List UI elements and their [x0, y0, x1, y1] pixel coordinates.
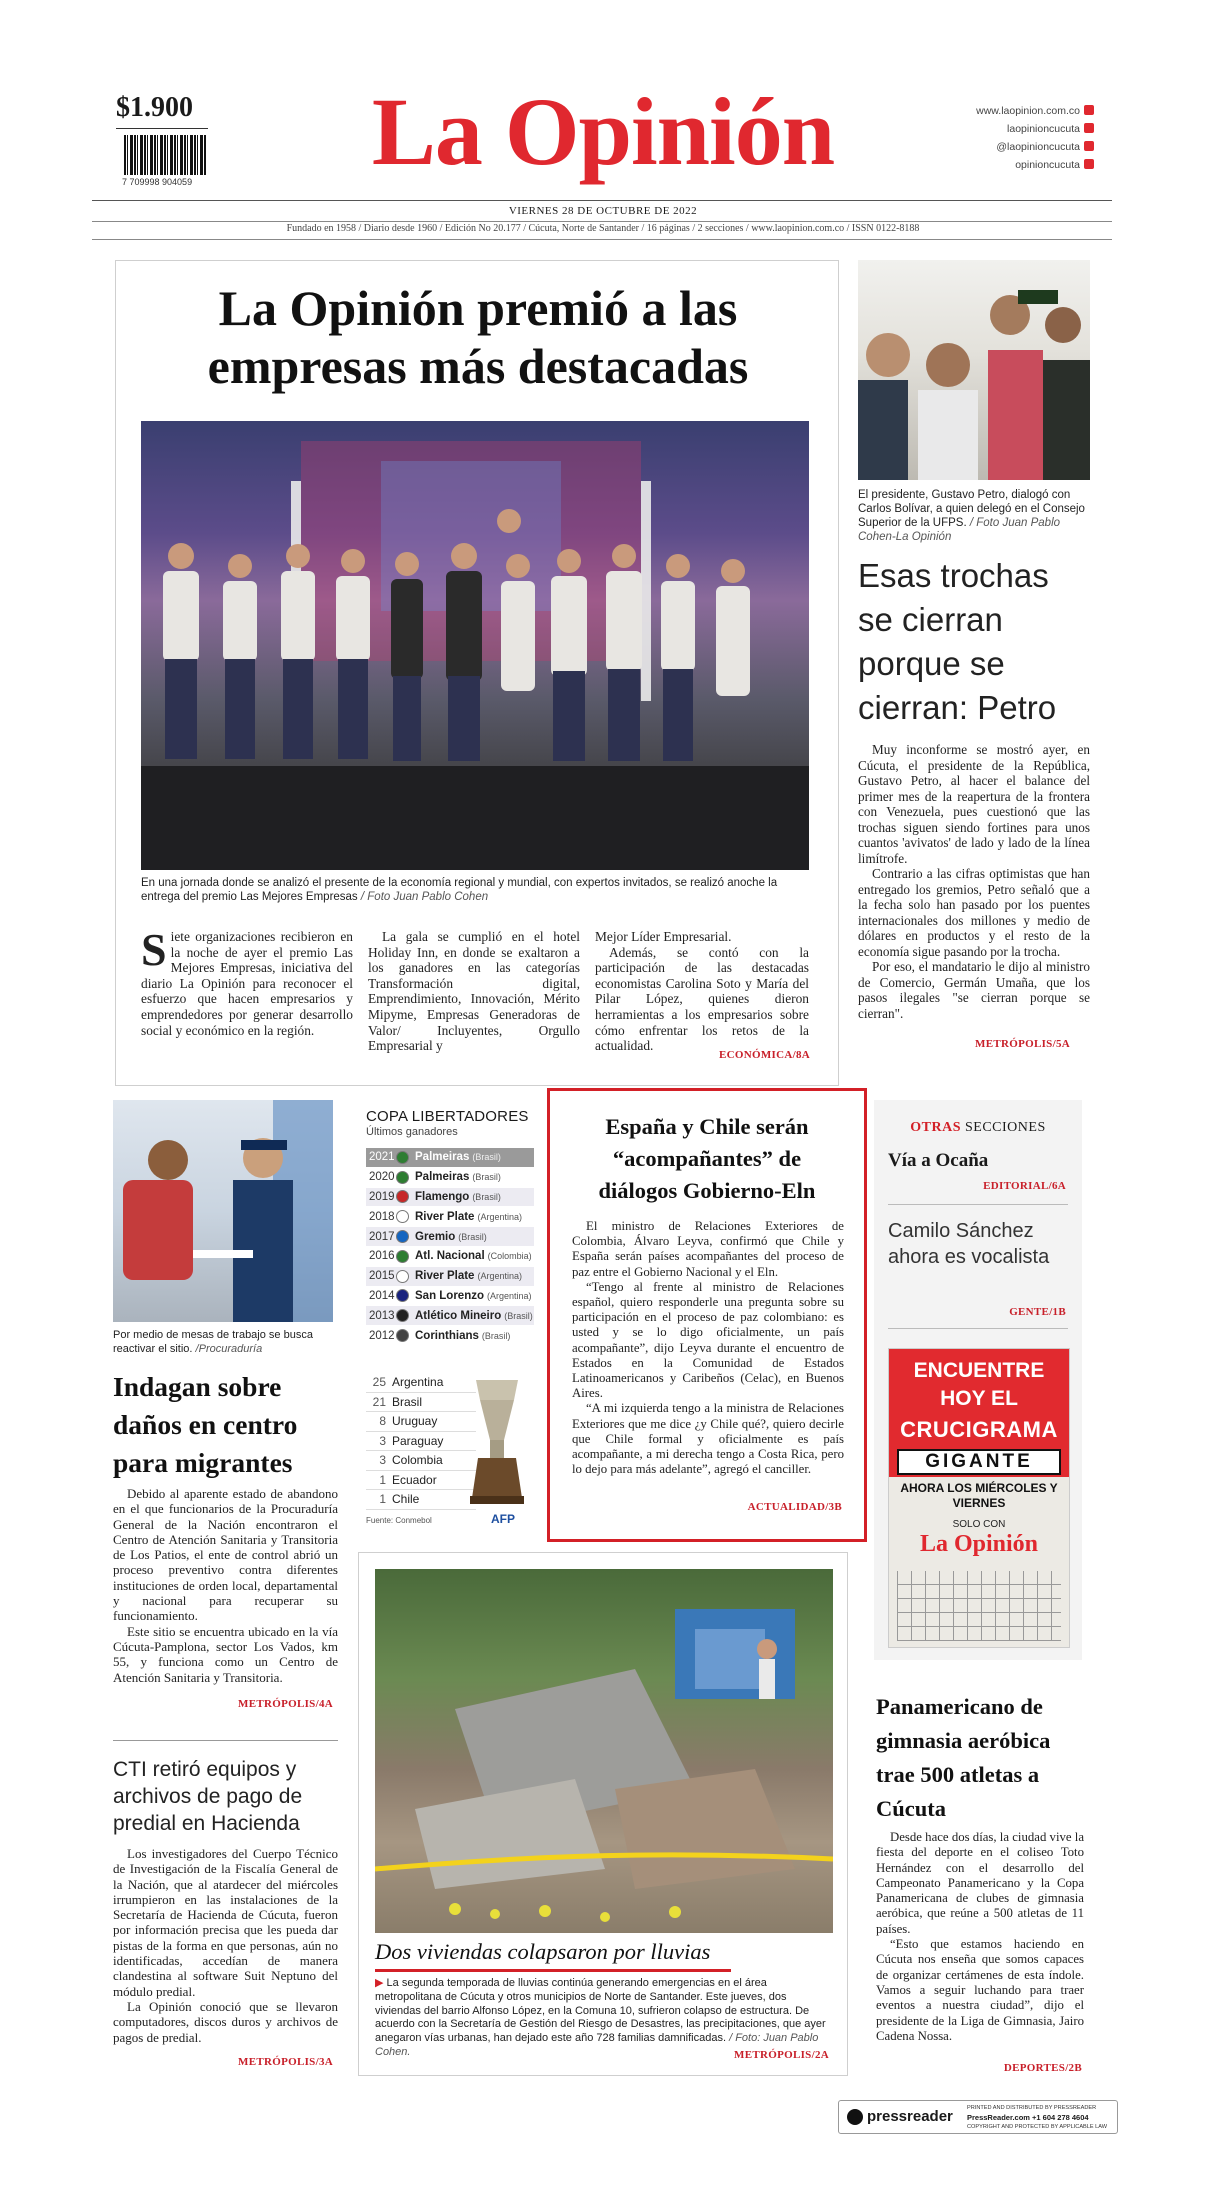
- price: $1.900: [116, 92, 193, 123]
- masthead-rule-bottom: [92, 239, 1112, 240]
- otras-title-red: OTRAS: [910, 1120, 961, 1135]
- espana-p1: El ministro de Relaciones Exteriores de Colombia, Álvaro Leyva, confirmó que Chile y España serán países acompañantes del proceso de paz entre el Gobierno Nacional y el Eln.: [572, 1219, 844, 1279]
- espana-body: [572, 1219, 844, 1477]
- masthead-rule-mid: [92, 221, 1112, 222]
- copa-winner-team: Atlético Mineiro: [415, 1309, 502, 1322]
- otras-item-1-section[interactable]: EDITORIAL/6A: [983, 1180, 1066, 1192]
- copa-country-row: [366, 1432, 476, 1452]
- team-badge-icon: [396, 1151, 409, 1164]
- otras-item-2-section[interactable]: GENTE/1B: [1009, 1306, 1066, 1318]
- migrantes-p1: Debido al aparente estado de abandono en el que funcionarios de la Procuraduría General de la Nación encontraron el Centro de Atención Sanitaria y Transitoria de Los Patios, el ente de control abrió un proceso preventivo contra diferentes instituciones de orden local, departamental y nacional para recuperar su funcionamiento.: [113, 1486, 338, 1624]
- migrantes-photo: [113, 1100, 333, 1322]
- copa-winner-row: [366, 1247, 534, 1267]
- petro-p1: Muy inconforme se mostró ayer, en Cúcuta, el presidente de la República, Gustavo Petro, al hacer el balance del primer mes de la reapertura de la frontera con Venezuela, pues cuestionó que las trochas siguen siendo fortines para unos cuantos 'avivatos' de lado y lado de la línea limítrofe.: [858, 742, 1090, 866]
- migrantes-body: [113, 1486, 338, 1685]
- edition-date: VIERNES 28 DE OCTUBRE DE 2022: [508, 205, 698, 217]
- team-badge-icon: [396, 1270, 409, 1283]
- crucigrama-line2: HOY EL: [940, 1387, 1018, 1410]
- copa-winner-country: (Brasil): [472, 1191, 501, 1202]
- copa-winner-team: San Lorenzo: [415, 1289, 485, 1302]
- viviendas-caption: [375, 1977, 833, 2060]
- cti-p2: La Opinión conoció que se llevaron computadores, discos duros y archivos de pagos de predial.: [113, 1998, 338, 2045]
- lead-photo-caption: [141, 876, 809, 904]
- otras-secciones: [874, 1100, 1082, 1660]
- facebook-icon: [1084, 123, 1094, 133]
- copa-country-row: [366, 1471, 476, 1491]
- cti-p1: Los investigadores del Cuerpo Técnico de Investigación de la Fiscalía General de la Nación, que al atardecer del miércoles irrumpieron en las instalaciones de la Secretaría de Hacienda de Cúcuta, fueron por información precisa que les pueda dar pistas de la forma en que personas, aún no identificadas, accedían de manera clandestina al software Suit Neptuno del módulo predial.: [113, 1846, 338, 1999]
- petro-headline[interactable]: Esas trochas se cierran porque se cierran: Petro: [858, 557, 1057, 726]
- copa-country-name: Uruguay: [392, 1414, 438, 1429]
- copa-winner-country: (Brasil): [458, 1231, 487, 1242]
- social-web[interactable]: www.laopinion.com.co: [900, 102, 1094, 120]
- lead-col-3: [595, 929, 809, 1054]
- migrantes-story: [113, 1100, 358, 1720]
- team-badge-icon: [396, 1289, 409, 1302]
- copa-winner-country: (Brasil): [504, 1310, 533, 1321]
- crucigrama-ad[interactable]: [888, 1348, 1070, 1648]
- copa-winner-year: 2012: [369, 1329, 395, 1342]
- otras-title: [874, 1120, 1082, 1136]
- copa-winner-row: [366, 1326, 534, 1346]
- espana-p3: “A mi izquierda tengo a la ministra de Relaciones Exteriores que me dice ¿y Chile qué?, quiero decirle que Chile formal y oficialmente es país acompañante, a mi derecha tengo a Costa Rica, pero lo dejo para más adelante”, agregó el canciller.: [572, 1401, 844, 1477]
- instagram-icon: [1084, 159, 1094, 169]
- copa-country-row: [366, 1490, 476, 1510]
- copa-winner-country: (Argentina): [477, 1211, 522, 1222]
- copa-winner-team: Flamengo: [415, 1190, 470, 1203]
- awards-photo-illustration: [141, 421, 809, 870]
- copa-winner-team: River Plate: [415, 1270, 475, 1283]
- pressreader-footer: [838, 2100, 1118, 2134]
- copa-winner-country: (Colombia): [487, 1251, 532, 1262]
- copa-winner-row: [366, 1287, 534, 1307]
- copa-winner-year: 2015: [369, 1270, 395, 1283]
- copa-infographic: [366, 1108, 534, 1528]
- lead-col-2-text: La gala se cumplió en el hotel Holiday Inn, en donde se exaltaron a los ganadores en las categorías Transformación digital, Emprendimiento, Innovación, Mérito Mipyme, Empresas Generadoras de Valor/ Incluyentes, Orgullo Empresarial y: [368, 929, 580, 1054]
- otras-title-rest: SECCIONES: [965, 1120, 1046, 1135]
- petro-story: [858, 260, 1090, 1086]
- lead-col-1: [141, 924, 353, 1038]
- team-badge-icon: [396, 1309, 409, 1322]
- team-badge-icon: [396, 1230, 409, 1243]
- team-badge-icon: [396, 1190, 409, 1203]
- copa-winner-team: Atl. Nacional: [415, 1250, 485, 1263]
- cti-story: [113, 1740, 338, 2080]
- lead-col-3-text-a: Mejor Líder Empresarial.: [595, 929, 732, 944]
- copa-winner-row: [366, 1168, 534, 1188]
- copa-country-titles: 25: [372, 1375, 386, 1390]
- copa-country-titles: 1: [379, 1492, 386, 1507]
- pressreader-fine-2: PressReader.com +1 604 278 4604: [967, 2113, 1089, 2122]
- crucigrama-line1: ENCUENTRE: [913, 1359, 1045, 1382]
- copa-winner-year: 2018: [369, 1210, 395, 1223]
- panamericano-p2: “Esto que estamos haciendo en Cúcuta nos enseña que somos capaces de organizar certámenes de esta índole. Vamos a seguir luchando para traer eventos a nuestra ciudad”, dijo el presidente de la Liga de Gimnasia, Jairo Cadena Nossa.: [876, 1937, 1084, 2043]
- copa-winner-country: (Argentina): [477, 1271, 522, 1282]
- crucigrama-line3: AHORA LOS MIÉRCOLES Y VIERNES: [900, 1481, 1058, 1510]
- petro-photo-illustration: [858, 260, 1090, 480]
- viviendas-story: [358, 1552, 848, 2076]
- otras-divider-2: [888, 1328, 1068, 1329]
- team-badge-icon: [396, 1210, 409, 1223]
- migrantes-photo-caption: [113, 1328, 338, 1356]
- team-badge-icon: [396, 1329, 409, 1342]
- copa-winner-row: [366, 1227, 534, 1247]
- copa-country-titles: 21: [372, 1394, 386, 1409]
- migrantes-p2: Este sitio se encuentra ubicado en la vía Cúcuta-Pamplona, sector Los Vados, km 55, y funciona como un Centro de Atención Sanitaria y Transitoria.: [113, 1623, 338, 1685]
- crucigrama-brand: La Opinión: [919, 1531, 1039, 1557]
- copa-country-counts: [366, 1373, 476, 1510]
- pressreader-fine-3: COPYRIGHT AND PROTECTED BY APPLICABLE LAW: [967, 2124, 1108, 2130]
- lead-section-ref[interactable]: ECONÓMICA/8A: [719, 1049, 810, 1061]
- copa-winner-team: Palmeiras: [415, 1151, 470, 1164]
- copa-country-name: Colombia: [392, 1453, 443, 1468]
- lead-caption-credit: / Foto Juan Pablo Cohen: [360, 891, 489, 903]
- lead-col-2: [368, 929, 580, 1054]
- petro-section-ref[interactable]: METRÓPOLIS/5A: [975, 1038, 1070, 1050]
- lead-col-1-text: iete organizaciones recibieron en la noche de ayer el premio Las Mejores Empresas, iniciativa del diario La Opinión para reconocer el esfuerzo que hacen empresarios y emprendedores por generar desarrollo social y económico en la región.: [141, 929, 353, 1038]
- copa-winner-year: 2017: [369, 1230, 395, 1243]
- crucigrama-grid: [897, 1571, 1061, 1641]
- copa-winner-year: 2016: [369, 1250, 395, 1263]
- espana-story: [547, 1088, 867, 1542]
- team-badge-icon: [396, 1250, 409, 1263]
- copa-country-titles: 1: [379, 1472, 386, 1487]
- petro-photo: [858, 260, 1090, 480]
- petro-photo-caption: [858, 488, 1090, 544]
- copa-winner-year: 2014: [369, 1289, 395, 1302]
- web-icon: [1084, 105, 1094, 115]
- petro-caption-credit: / Foto Juan Pablo Cohen-La Opinión: [858, 517, 1061, 543]
- copa-country-titles: 3: [379, 1433, 386, 1448]
- viviendas-headline-rule: [375, 1969, 731, 1972]
- masthead-rule-top: [92, 200, 1112, 201]
- copa-country-name: Ecuador: [392, 1472, 437, 1487]
- cti-body: [113, 1846, 338, 2045]
- espana-section-ref[interactable]: ACTUALIDAD/3B: [747, 1501, 842, 1513]
- copa-winner-row: [366, 1207, 534, 1227]
- crucigrama-word1: CRUCIGRAMA: [900, 1417, 1058, 1442]
- migrantes-caption-credit: /Procuraduría: [195, 1343, 263, 1355]
- panamericano-p1: Desde hace dos días, la ciudad vive la fiesta del deporte en el coliseo Toto Hernández con el desarrollo del Campeonato Panamericano y la Copa Panamericana de clubes de gimnasia aeróbica, que reúne a 500 atletas de 11 países.: [876, 1830, 1085, 1936]
- copa-country-row: [366, 1412, 476, 1432]
- pressreader-fine-1: PRINTED AND DISTRIBUTED BY PRESSREADER: [967, 2105, 1097, 2111]
- copa-winner-country: (Brasil): [481, 1330, 511, 1341]
- copa-winner-row: [366, 1148, 534, 1168]
- social-links: [900, 102, 1094, 174]
- lead-photo: [141, 421, 809, 870]
- panamericano-section-ref[interactable]: DEPORTES/2B: [1003, 2062, 1082, 2074]
- copa-winner-year: 2019: [369, 1190, 395, 1203]
- social-facebook[interactable]: laopinioncucuta: [900, 120, 1094, 138]
- migrantes-caption-text: Por medio de mesas de trabajo se busca reactivar el sitio.: [113, 1329, 313, 1355]
- lead-story: [115, 260, 839, 1086]
- copa-country-row: [366, 1393, 476, 1413]
- lead-dropcap: S: [141, 924, 167, 975]
- lead-caption-text: En una jornada donde se analizó el presente de la economía regional y mundial, con expertos invitados, se realizó anoche la entrega del premio Las Mejores Empresas: [141, 877, 778, 903]
- barcode-number: 7 709998 904059: [122, 177, 193, 187]
- copa-winner-country: (Brasil): [472, 1172, 501, 1183]
- copa-winner-row: [366, 1267, 534, 1287]
- viviendas-headline[interactable]: Dos viviendas colapsaron por lluvias: [375, 1939, 711, 1964]
- espana-headline[interactable]: España y Chile serán “acompañantes” de diálogos Gobierno-Eln: [598, 1114, 816, 1203]
- afp-logo: AFP: [491, 1512, 515, 1526]
- viviendas-caption-text: La segunda temporada de lluvias continúa generando emergencias en el área metropolitana de Cúcuta y otros municipios de Norte de Santander. Este jueves, dos viviendas del barrio Alfonso López, en la Comuna 10, sufrieron colapso de estructura. De acuerdo con la Secretaría de Gestión del Riesgo de Desastres, las precipitaciones, que ayer anegaron vías urbanas, han dejado este año 728 familias damnificadas.: [375, 1977, 826, 2045]
- copa-title: COPA LIBERTADORES: [366, 1108, 529, 1125]
- viviendas-section-ref[interactable]: METRÓPOLIS/2A: [734, 2049, 829, 2061]
- copa-winner-year: 2013: [369, 1309, 395, 1322]
- social-twitter[interactable]: @laopinioncucuta: [900, 138, 1094, 156]
- copa-country-row: [366, 1373, 476, 1393]
- team-badge-icon: [396, 1171, 409, 1184]
- crucigrama-word2: GIGANTE: [897, 1449, 1061, 1475]
- migrantes-photo-illustration: [113, 1100, 333, 1322]
- petro-caption-text: El presidente, Gustavo Petro, dialogó con Carlos Bolívar, a quien delegó en el Consejo Superior de la UFPS.: [858, 489, 1085, 529]
- copa-winners-table: [366, 1148, 534, 1346]
- brand-logo[interactable]: La Opinión: [371, 78, 835, 185]
- copa-country-name: Paraguay: [392, 1433, 444, 1448]
- cti-section-ref[interactable]: METRÓPOLIS/3A: [238, 2056, 333, 2068]
- copa-country-name: Brasil: [392, 1394, 423, 1409]
- copa-source: Fuente: Conmebol: [366, 1516, 432, 1525]
- copa-winner-country: (Brasil): [472, 1152, 501, 1163]
- copa-winner-row: [366, 1306, 534, 1326]
- trophy-icon: [466, 1376, 528, 1506]
- viviendas-photo: [375, 1569, 833, 1933]
- otras-divider: [888, 1204, 1068, 1205]
- copa-country-titles: 8: [379, 1414, 386, 1429]
- viviendas-caption-credit: / Foto: Juan Pablo Cohen.: [375, 2032, 819, 2058]
- petro-p3: Por eso, el mandatario le dijo al ministro de Comercio, Germán Umaña, que los pasos ilegales "se cierran porque se cierran".: [858, 959, 1090, 1021]
- copa-winner-team: Corinthians: [415, 1329, 479, 1342]
- petro-body: [858, 742, 1090, 1021]
- copa-country-titles: 3: [379, 1453, 386, 1468]
- twitter-icon: [1084, 141, 1094, 151]
- otras-item-2-headline[interactable]: Camilo Sánchez ahora es vocalista: [888, 1220, 1050, 1268]
- crucigrama-line4: SOLO CON: [952, 1519, 1006, 1530]
- otras-item-1-headline[interactable]: Vía a Ocaña: [888, 1150, 989, 1171]
- panamericano-headline[interactable]: Panamericano de gimnasia aeróbica trae 500 atletas a Cúcuta: [876, 1694, 1051, 1821]
- copa-subtitle: Últimos ganadores: [366, 1126, 458, 1138]
- pressreader-logo[interactable]: pressreader: [867, 2108, 953, 2125]
- copa-winner-row: [366, 1188, 534, 1208]
- edition-info: Fundado en 1958 / Diario desde 1960 / Edición No 20.177 / Cúcuta, Norte de Santander / 16 páginas / 2 secciones / www.laopinion.com.co / ISSN 0122-8188: [286, 223, 920, 234]
- petro-p2: Contrario a las cifras optimistas que han entregado los gremios, Petro señaló que a la fecha solo han pasado por los puentes internacionales dos millones y medio de dólares en productos y el resto de la economía sigue pasando por la trocha.: [858, 866, 1090, 959]
- copa-winner-country: (Argentina): [487, 1290, 532, 1301]
- panamericano-body: [876, 1830, 1084, 2044]
- lead-col-3-text-b: Además, se contó con la participación de las destacadas economistas Carolina Soto y María del Pilar López, quienes dieron herramientas a los empresarios sobre cómo enfrentar los retos de la actualidad.: [595, 944, 809, 1054]
- cti-top-rule: [113, 1740, 338, 1741]
- copa-winner-team: Palmeiras: [415, 1171, 470, 1184]
- copa-country-name: Chile: [392, 1492, 420, 1507]
- pressreader-icon: [847, 2109, 863, 2125]
- lead-headline[interactable]: La Opinión premió a las empresas más destacadas: [207, 280, 749, 394]
- social-instagram[interactable]: opinioncucuta: [900, 156, 1094, 174]
- copa-winner-team: River Plate: [415, 1210, 475, 1223]
- copa-winner-team: Gremio: [415, 1230, 456, 1243]
- migrantes-headline[interactable]: Indagan sobre daños en centro para migrantes: [113, 1371, 298, 1478]
- viviendas-caption-arrow-icon: ▶: [375, 1977, 384, 1989]
- viviendas-photo-illustration: [375, 1569, 833, 1933]
- migrantes-section-ref[interactable]: METRÓPOLIS/4A: [238, 1698, 333, 1710]
- copa-winner-year: 2020: [369, 1171, 395, 1184]
- copa-winner-year: 2021: [369, 1151, 395, 1164]
- espana-p2: “Tengo al frente al ministro de Relaciones español, quiero responderle una pregunta sobre su participación en el proceso de paz colombiano: es usted y se lo digo oficialmente, un país acompañante”, dijo Leyva durante el encuentro de Estados en la Comunidad de Estados Latinoamericanos y Caribeños (Celac), en Buenos Aires.: [572, 1279, 844, 1401]
- copa-country-row: [366, 1451, 476, 1471]
- panamericano-story: [876, 1690, 1086, 2080]
- cti-headline[interactable]: CTI retiró equipos y archivos de pago de predial en Hacienda: [113, 1758, 303, 1835]
- copa-country-name: Argentina: [392, 1375, 444, 1390]
